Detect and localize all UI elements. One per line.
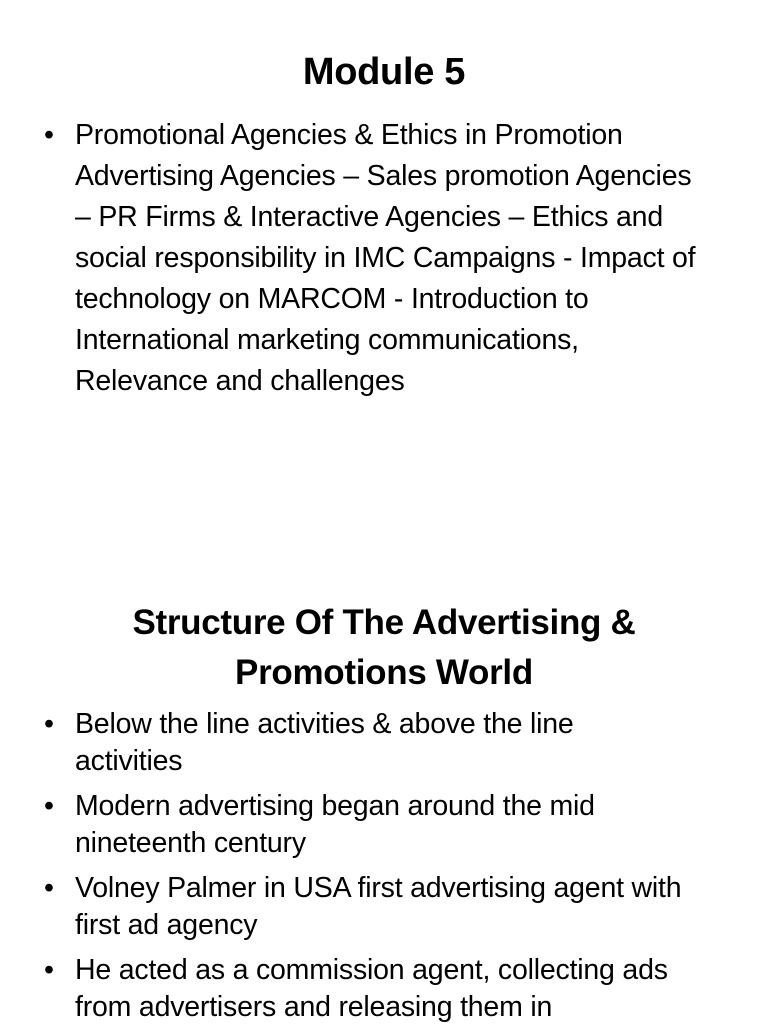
bullet-text: Modern advertising began around the mid nineteenth century (75, 790, 595, 859)
bullet-text: He acted as a commission agent, collecting ads from advertisers and releasing them in (75, 954, 668, 1023)
bullet-icon: • (44, 872, 54, 904)
bullet-list (0, 706, 768, 1026)
bullet-icon: • (44, 954, 54, 986)
bullet-icon: • (44, 119, 54, 151)
bullet-text: Below the line activities & above the line activities (75, 708, 574, 777)
bullet-icon: • (44, 790, 54, 822)
bullet-item (0, 870, 768, 944)
bullet-icon: • (44, 708, 54, 740)
slide-structure (0, 590, 768, 1024)
slide-title: Module 5 (302, 51, 466, 93)
bullet-item (0, 115, 768, 402)
bullet-text: Volney Palmer in USA first advertising agent with first ad agency (75, 872, 682, 941)
bullet-text: Promotional Agencies & Ethics in Promotion Advertising Agencies – Sales promotion Agencies – PR Firms & Interactive Agencies – Ethics and social responsibility in IMC Campaigns - Impact of technology on MARCOM - Introduction to International marketing communications, Relevance and challenges (75, 119, 696, 397)
bullet-item (0, 952, 768, 1026)
bullet-item (0, 706, 768, 780)
slide-title: Structure Of The Advertising & Promotions World (132, 603, 636, 692)
bullet-item (0, 788, 768, 862)
bullet-list (0, 115, 768, 402)
